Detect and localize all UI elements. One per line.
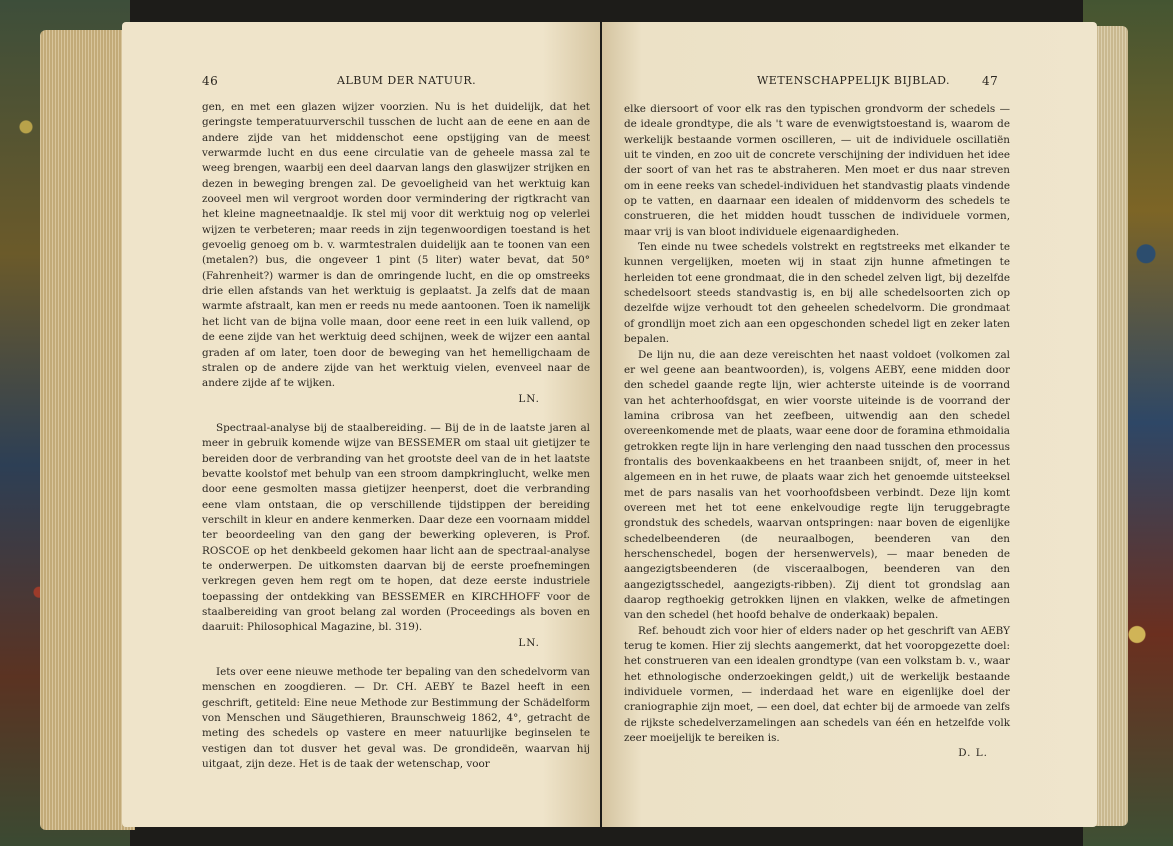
right-page-body	[624, 102, 1010, 762]
paragraph: De lijn nu, die aan deze vereischten het naast voldoet (volkomen zal er wel geene aan beantwoorden), is, volgens AEBY, eene midden door den schedel gaande regte lijn, wier achterste uiteinde is de voorrand van het achterhoofdsgat, en wier voorste uiteinde is de voorrand der lamina cribrosa van het zeefbeen, uitwendig aan den schedel overeenkomende met de plaats, waar eene door de foramina ethmoidalia getrokken regte lijn in hare verlenging den naad tusschen den processus frontalis des bovenkaakbeens en het traanbeen snijdt, of, meer in het algemeen en in het ruwe, de plaats waar zich het genoemde uitsteeksel met de pars nasalis van het voorhoofdsbeen verbindt. Deze lijn komt overeen met het tot eene enkelvoudige regte lijn teruggebragte grondstuk des schedels, waarvan ontspringen: naar boven de eigenlijke schedelbeenderen (de neuraalbogen, beenderen van den herschenschedel, bogen der hersenwervels), — maar beneden de aangezigtsbeenderen (de visceraalbogen, beenderen van den aangezigtsschedel, aangezigts-ribben). Zij dient tot grondslag aan daarop regthoekig getrokken lijnen en vlakken, welke de afmetingen van den schedel (het hoofd behalve de onderkaak) bepalen.	[624, 348, 1010, 622]
paragraph: Spectraal-analyse bij de staalbereiding. — Bij de in de laatste jaren al meer in gebruik komende wijze van BESSEMER om staal uit gietijzer te bereiden door de verbranding van het grootste deel van de in het laatste bevatte koolstof met behulp van een stroom dampkringlucht, welke men door eene gesmolten massa gietijzer heenperst, doet die verbranding eene vlam ontstaan, die op verschillende tijdstippen der bereiding verschilt in kleur en andere kenmerken. Daar deze een voornaam middel ter beoordeeling van den gang der bewerking opleveren, is Prof. ROSCOE op het denkbeeld gekomen haar licht aan de spectraal-analyse te onderwerpen. De uitkomsten daarvan bij de eerste proefnemingen verkregen geven hem regt om te hopen, dat deze eerste industriele toepassing der ontdekking van BESSEMER en KIRCHHOFF voor de staalbereiding van groot belang zal worden (Proceedings als boven en daaruit: Philosophical Magazine, bl. 319).	[202, 421, 590, 634]
paragraph: Ten einde nu twee schedels volstrekt en regtstreeks met elkander te kunnen vergelijken, moeten wij in staat zijn hunne afmetingen te herleiden tot eene grondmaat, die in den schedel zelven ligt, bij dezelfde schedelsoort steeds standvastig is, en bij alle schedelsoorten zich op dezelfde wijze verhoudt tot den geheelen schedelvorm. Die grondmaat of grondlijn moet zich aan een opgeschonden schedel ligt en zeker laten bepalen.	[624, 241, 1010, 346]
left-page	[122, 22, 600, 827]
right-page	[602, 22, 1097, 827]
signature: LN.	[518, 636, 540, 649]
signature: D. L.	[958, 747, 988, 760]
paragraph: Iets over eene nieuwe methode ter bepaling van den schedelvorm van menschen en zoogdieren. — Dr. CH. AEBY te Bazel heeft in een geschrift, getiteld: Eine neue Methode zur Bestimmung der Schädelform von Menschen und Säugethieren, Braunschweig 1862, 4°, getracht de meting des schedels op vastere en meer natuurlijke beginselen te vestigen dan tot dusver het geval was. De grondideën, waarvan hij uitgaat, zijn deze. Het is de taak der wetenschap, voor	[202, 666, 590, 771]
signature: LN.	[518, 392, 540, 405]
left-page-body	[202, 100, 590, 772]
paragraph: gen, en met een glazen wijzer voorzien. Nu is het duidelijk, dat het geringste temperatuurverschil tusschen de lucht aan de eene en aan de andere zijde van het middenschot eene opstijging van de meest verwarmde lucht en dus eene circulatie van de geheele massa zal te weeg brengen, waarbij een deel daarvan langs den glaswijzer strijken en dezen in beweging brengen zal. De gevoeligheid van het werktuig kan zooveel men wil vergroot worden door vermindering der rigtkracht van het kleine magneetnaaldje. Ik stel mij voor dit werktuig nog op velerlei wijzen te verbeteren; maar reeds in zijn tegenwoordigen toestand is het gevoelig genoeg om b. v. warmtestralen duidelijk aan te toonen van een (metalen?) bus, die ongeveer 1 pint (5 liter) water bevat, dat 50° (Fahrenheit?) warmer is dan de omringende lucht, en die op omstreeks drie ellen afstands van het werktuig is geplaatst. Ja zelfs dat de maan warmte afstraalt, kan men er reeds nu mede aantoonen. Toen ik namelijk het licht van de bijna volle maan, door eene reet in een luik vallend, op de eene zijde van het werktuig deed schijnen, week de wijzer een aantal graden af om later, toen door de beweging van het hemelligchaam de stralen op de andere zijde van het werktuig vielen, evenveel naar de andere zijde af te wijken.	[202, 101, 590, 390]
running-head: WETENSCHAPPELIJK BIJBLAD.	[757, 74, 951, 87]
page-edges-left	[40, 30, 135, 830]
page-number: 46	[202, 74, 219, 88]
paragraph: elke diersoort of voor elk ras den typischen grondvorm der schedels — de ideale grondtype, die als 't ware de evenwigtstoestand is, waarom de werkelijk bestaande vormen oscilleren, — uit de individuele oscillatiën uit te vinden, en zoo uit de concrete verschijning der individuen het idee der soort of van het ras te abstraheren. Men moet er dus naar streven om in eene reeks van schedel-individuen het standvastig plaats vindende op te vatten, en daarnaar een idealen of middenvorm des schedels te construeren, die het midden houdt tusschen de individuele vormen, maar vrij is van bloot individuele eigenaardigheden.	[624, 103, 1010, 238]
running-head: ALBUM DER NATUUR.	[337, 74, 477, 87]
paragraph: Ref. behoudt zich voor hier of elders nader op het geschrift van AEBY terug te komen. Hier zij slechts aangemerkt, dat het vooropgezette doel: het construeren van een idealen grondtype (van een volkstam b. v., waar het ethnologische onderzoekingen geldt,) uit de werkelijk bestaande individuele vormen, — inderdaad het ware en eigenlijke doel der craniographie zijn moet, — een doel, dat echter bij de armoede van zelfs de rijkste schedelverzamelingen aan schedels van één en hetzelfde volk zeer moeijelijk te bereiken is.	[624, 624, 1010, 745]
page-number: 47	[982, 74, 999, 88]
